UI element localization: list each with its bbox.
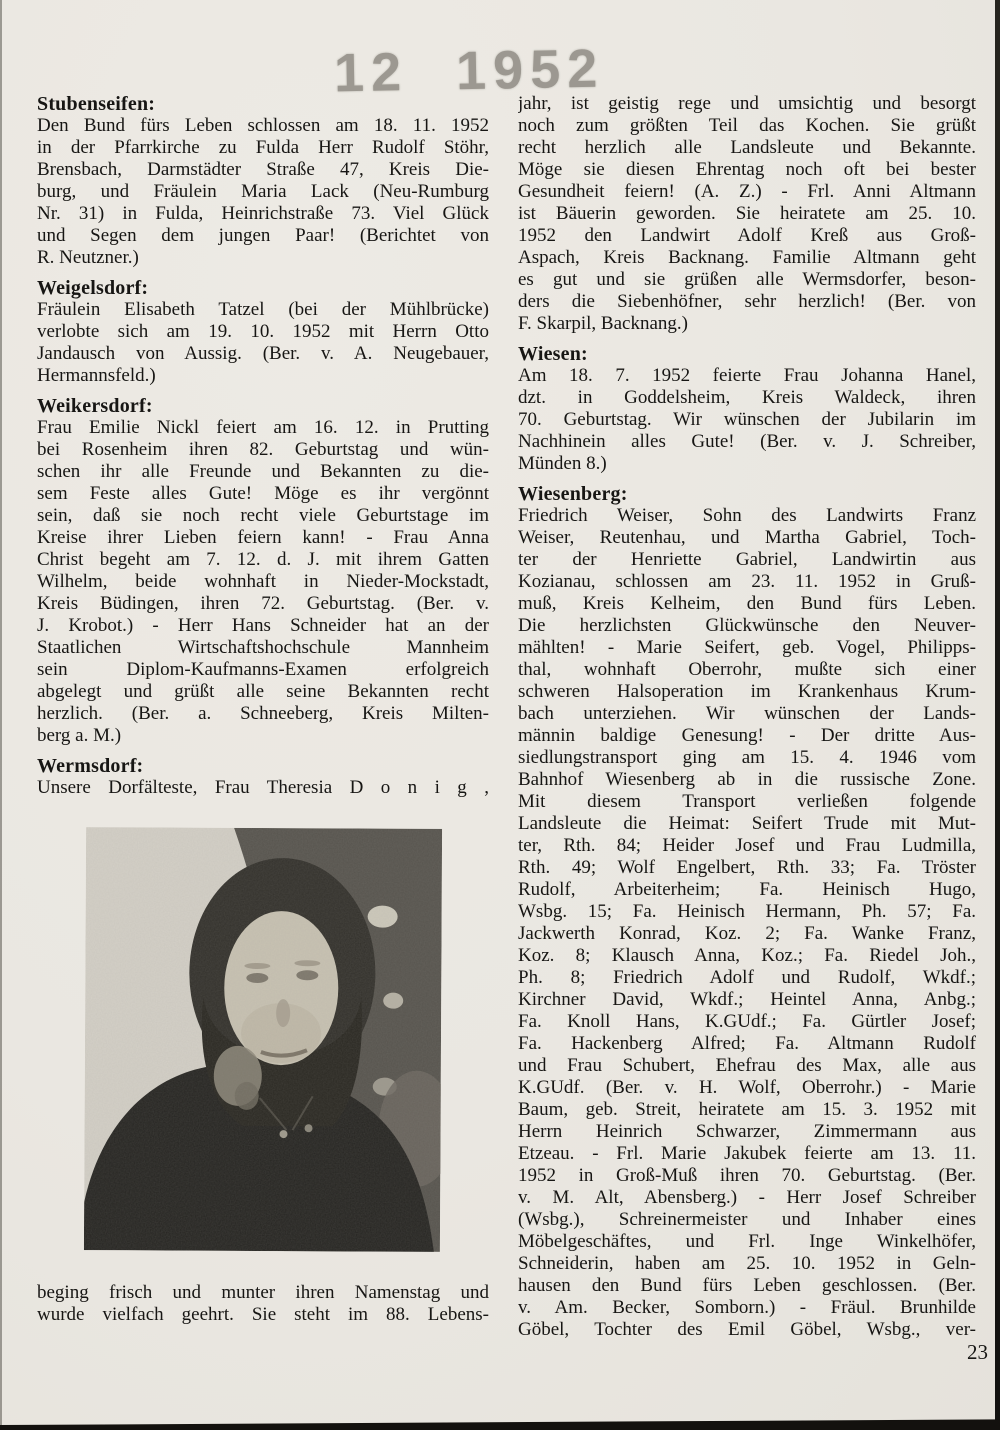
text-line: dzt. in Goddelsheim, Kreis Waldeck, ihren: [518, 387, 976, 408]
text-line: Rudolf, Arbeiterheim; Fa. Heinisch Hugo,: [518, 879, 976, 900]
scan-edge-right: [995, 0, 1000, 1430]
text-line: Baum, geb. Streit, heiratete am 15. 3. 1952 mit: [518, 1099, 976, 1120]
text-line: Möbelgeschäftes, und Frl. Inge Winkelhöfer,: [518, 1231, 976, 1252]
text-line: hausen den Bund fürs Leben geschlossen. (Ber.: [518, 1275, 976, 1296]
stamp-year: 1952: [455, 38, 605, 102]
text-line: Kozianau, schlossen am 23. 11. 1952 in Gruß-: [518, 571, 976, 592]
text-line: Kirchner David, Wkdf.; Heintel Anna, Anbg.;: [518, 989, 976, 1010]
text-line: mählten! - Marie Seifert, geb. Vogel, Philipps-: [518, 637, 976, 658]
text-line: R. Neutzner.): [37, 247, 139, 268]
text-line: beging frisch und munter ihren Namenstag und: [37, 1282, 489, 1303]
text-line: bei Rosenheim ihren 82. Geburtstag und wün-: [37, 439, 489, 460]
text-line: Wilhelm, beide wohnhaft in Nieder-Mockstadt,: [37, 571, 489, 592]
text-line: verlobte sich am 19. 10. 1952 mit Herrn Otto: [37, 321, 489, 342]
text-line: wurde vielfach geehrt. Sie steht im 88. Lebens-: [37, 1304, 489, 1325]
text-line: recht herzlich alle Landsleute und Bekannte.: [518, 137, 976, 158]
text-line: männin baldige Genesung! - Der dritte Aus-: [518, 725, 976, 746]
text-line: Am 18. 7. 1952 feierte Frau Johanna Hanel,: [518, 365, 976, 386]
text-line: Etzeau. - Frl. Marie Jakubek feierte am 13. 11.: [518, 1143, 976, 1164]
text-line: burg, und Fräulein Maria Lack (Neu-Rumburg: [37, 181, 489, 202]
article-section: [37, 1282, 489, 1326]
article-section: [37, 755, 489, 799]
text-line: Mit diesem Transport verließen folgende: [518, 791, 976, 812]
text-line: es gut und sie grüßen alle Wermsdorfer, beson-: [518, 269, 976, 290]
article-section: [37, 277, 489, 387]
text-line: Fa. Hackenberg Alfred; Fa. Altmann Rudolf: [518, 1033, 976, 1054]
text-line: 1952 in Groß-Muß ihren 70. Geburtstag. (Ber.: [518, 1165, 976, 1186]
text-line: Fa. Knoll Hans, K.GUdf.; Fa. Gürtler Josef;: [518, 1011, 976, 1032]
article-section: [518, 93, 976, 335]
text-line: ist Bäuerin geworden. Sie heiratete am 25. 10.: [518, 203, 976, 224]
text-line: Nachhinein alles Gute! (Ber. v. J. Schreiber,: [518, 431, 976, 452]
text-line: 1952 den Landwirt Adolf Kreß aus Groß-: [518, 225, 976, 246]
section-heading: Stubenseifen:: [37, 93, 156, 115]
text-line: Jandausch von Aussig. (Ber. v. A. Neugebauer,: [37, 343, 489, 364]
text-line: jahr, ist geistig rege und umsichtig und besorgt: [518, 93, 976, 114]
text-line: in der Pfarrkirche zu Fulda Herr Rudolf Stöhr,: [37, 137, 489, 158]
text-line: Den Bund fürs Leben schlossen am 18. 11. 1952: [37, 115, 489, 136]
text-line: bach unterziehen. Wir wünschen der Lands-: [518, 703, 976, 724]
text-line: Brensbach, Darmstädter Straße 47, Kreis Die-: [37, 159, 489, 180]
right-column: [518, 93, 976, 1341]
stamp-month: 12: [333, 42, 409, 104]
text-line: abgelegt und grüßt alle seine Bekannten recht: [37, 681, 489, 702]
text-line: Münden 8.): [518, 453, 607, 474]
text-line: Kreis Büdingen, ihren 72. Geburtstag. (Ber. v.: [37, 593, 489, 614]
text-line: muß, Kreis Kelheim, den Bund fürs Leben.: [518, 593, 976, 614]
section-heading: Wiesenberg:: [518, 483, 628, 505]
text-line: und Frau Schubert, Ehefrau des Max, alle aus: [518, 1055, 976, 1076]
text-line: Christ begeht am 7. 12. d. J. mit ihrem Gatten: [37, 549, 489, 570]
text-line: K.GUdf. (Ber. v. H. Wolf, Oberrohr.) - Marie: [518, 1077, 976, 1098]
text-line: Staatlichen Wirtschaftshochschule Mannheim: [37, 637, 489, 658]
text-line: Koz. 8; Klausch Anna, Koz.; Fa. Riedel Joh.,: [518, 945, 976, 966]
scan-edge-left: [0, 0, 2, 1430]
text-line: v. M. Alt, Abensberg.) - Herr Josef Schreiber: [518, 1187, 976, 1208]
text-line: Nr. 31) in Fulda, Heinrichstraße 73. Viel Glück: [37, 203, 489, 224]
scan-edge-bottom: [0, 1417, 1000, 1430]
article-section: [518, 483, 976, 1341]
text-line: Aspach, Kreis Backnang. Familie Altmann geht: [518, 247, 976, 268]
text-line: J. Krobot.) - Herr Hans Schneider hat an der: [37, 615, 489, 636]
text-line: siedlungstransport ging am 15. 4. 1946 vom: [518, 747, 976, 768]
section-heading: Weigelsdorf:: [37, 277, 149, 299]
text-line: v. Am. Becker, Somborn.) - Fräul. Brunhilde: [518, 1297, 976, 1318]
text-line: noch zum größten Teil das Kochen. Sie grüßt: [518, 115, 976, 136]
page-number: 23: [967, 1340, 988, 1364]
text-line: sein Diplom-Kaufmanns-Examen erfolgreich: [37, 659, 489, 680]
text-line: Weiser, Reutenhau, und Martha Gabriel, Toch-: [518, 527, 976, 548]
text-line: Ph. 8; Friedrich Adolf und Rudolf, Wkdf.;: [518, 967, 976, 988]
text-line: sem Feste alles Gute! Möge es ihr vergönnt: [37, 483, 489, 504]
text-line: thal, wohnhaft Oberrohr, mußte sich einer: [518, 659, 976, 680]
text-line: Wsbg. 15; Fa. Heinisch Hermann, Ph. 57; Fa.: [518, 901, 976, 922]
text-line: Unsere Dorfälteste, Frau Theresia D o n i g ,: [37, 777, 489, 798]
text-line: Bahnhof Wiesenberg ab in die russische Zone.: [518, 769, 976, 790]
text-line: Herrn Heinrich Schwarzer, Zimmermann aus: [518, 1121, 976, 1142]
text-line: Frau Emilie Nickl feiert am 16. 12. in Prutting: [37, 417, 489, 438]
text-line: Friedrich Weiser, Sohn des Landwirts Franz: [518, 505, 976, 526]
text-line: ter, Rth. 84; Heider Josef und Frau Ludmilla,: [518, 835, 976, 856]
text-line: Fräulein Elisabeth Tatzel (bei der Mühlbrücke): [37, 299, 489, 320]
article-section: [37, 93, 489, 269]
text-line: und Segen dem jungen Paar! (Berichtet von: [37, 225, 489, 246]
text-line: Möge sie diesen Ehrentag noch oft bei bester: [518, 159, 976, 180]
text-line: Die herzlichsten Glückwünsche den Neuver-: [518, 615, 976, 636]
text-line: Landsleute die Heimat: Seifert Trude mit Mut-: [518, 813, 976, 834]
text-line: ter der Henriette Gabriel, Landwirtin aus: [518, 549, 976, 570]
text-line: schen ihr alle Freunde und Bekannten zu die-: [37, 461, 489, 482]
photo-caption: [37, 1282, 489, 1326]
section-heading: Wiesen:: [518, 343, 588, 365]
text-line: sein, daß sie noch recht viele Geburtstage im: [37, 505, 489, 526]
text-line: herzlich. (Ber. a. Schneeberg, Kreis Milten-: [37, 703, 489, 724]
text-line: F. Skarpil, Backnang.): [518, 313, 688, 334]
text-line: Jackwerth Konrad, Koz. 2; Fa. Wanke Franz,: [518, 923, 976, 944]
text-line: schweren Halsoperation im Krankenhaus Krum-: [518, 681, 976, 702]
text-line: Gesundheit feiern! (A. Z.) - Frl. Anni Altmann: [518, 181, 976, 202]
portrait-photo: [84, 827, 442, 1252]
text-line: Rth. 49; Wolf Engelbert, Rth. 33; Fa. Tröster: [518, 857, 976, 878]
article-section: [518, 343, 976, 475]
section-heading: Wermsdorf:: [37, 755, 144, 777]
text-line: Göbel, Tochter des Emil Göbel, Wsbg., ver-: [518, 1319, 976, 1340]
text-line: Kreise ihrer Lieben feiern kann! - Frau Anna: [37, 527, 489, 548]
text-line: (Wsbg.), Schreinermeister und Inhaber eines: [518, 1209, 976, 1230]
text-line: ders die Siebenhöfner, sehr herzlich! (Ber. von: [518, 291, 976, 312]
text-line: Hermannsfeld.): [37, 365, 156, 386]
text-line: berg a. M.): [37, 725, 122, 746]
article-section: [37, 395, 489, 747]
text-line: Schneiderin, haben am 25. 10. 1952 in Geln-: [518, 1253, 976, 1274]
text-line: 70. Geburtstag. Wir wünschen der Jubilarin im: [518, 409, 976, 430]
left-column: [37, 93, 489, 799]
section-heading: Weikersdorf:: [37, 395, 153, 417]
